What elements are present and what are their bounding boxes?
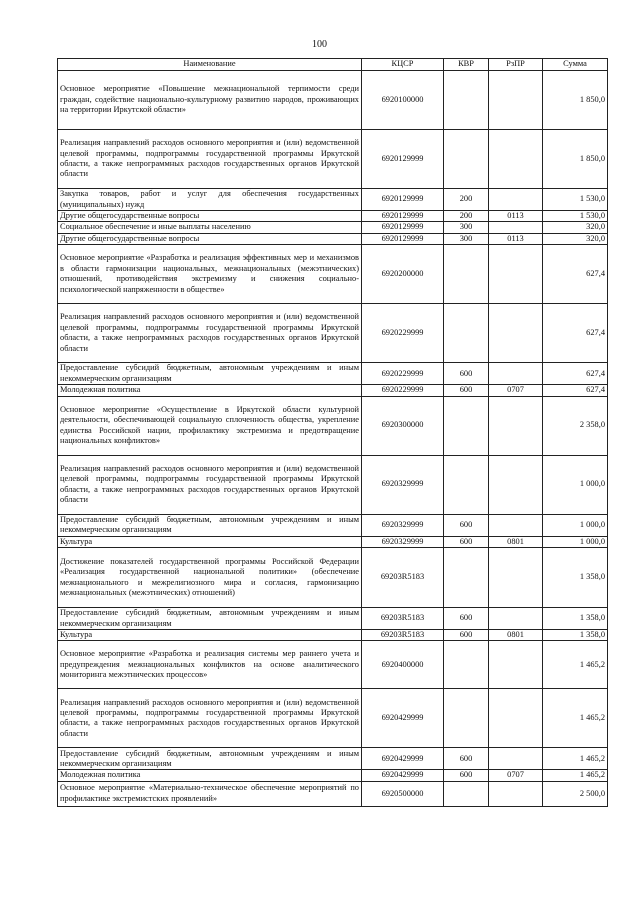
cell-kcsr: 6920300000	[362, 396, 444, 455]
cell-name: Культура	[58, 630, 362, 641]
cell-kcsr: 6920100000	[362, 71, 444, 130]
cell-name: Молодежная политика	[58, 385, 362, 396]
cell-rzpr	[489, 304, 543, 363]
cell-kcsr: 6920329999	[362, 455, 444, 514]
cell-sum: 627,4	[543, 245, 608, 304]
table-row	[58, 245, 608, 304]
cell-kvr: 600	[444, 363, 489, 385]
cell-kvr: 200	[444, 189, 489, 211]
cell-kcsr: 6920329999	[362, 536, 444, 547]
cell-sum: 1 465,2	[543, 748, 608, 770]
cell-sum: 1 358,0	[543, 548, 608, 608]
table-row	[58, 689, 608, 748]
cell-kcsr: 6920229999	[362, 304, 444, 363]
header-name: Наименование	[58, 59, 362, 71]
cell-kcsr: 69203R5183	[362, 608, 444, 630]
cell-rzpr: 0801	[489, 630, 543, 641]
cell-sum: 320,0	[543, 222, 608, 233]
table-row	[58, 548, 608, 608]
cell-kvr: 600	[444, 514, 489, 536]
header-kcsr: КЦСР	[362, 59, 444, 71]
table-row	[58, 608, 608, 630]
cell-kcsr: 6920400000	[362, 641, 444, 689]
cell-rzpr	[489, 514, 543, 536]
cell-sum: 1 358,0	[543, 630, 608, 641]
cell-kvr	[444, 455, 489, 514]
cell-sum: 627,4	[543, 385, 608, 396]
table-row	[58, 211, 608, 222]
table-header-row	[58, 59, 608, 71]
cell-sum: 2 358,0	[543, 396, 608, 455]
table-row	[58, 455, 608, 514]
cell-name: Культура	[58, 536, 362, 547]
cell-kcsr: 6920429999	[362, 689, 444, 748]
cell-kvr	[444, 71, 489, 130]
cell-name: Основное мероприятие «Повышение межнациональной терпимости среди граждан, содействие национально-культурному развитию народов, проживающих на территории Иркутской области»	[58, 71, 362, 130]
cell-sum: 2 500,0	[543, 781, 608, 806]
cell-name: Другие общегосударственные вопросы	[58, 211, 362, 222]
cell-rzpr	[489, 245, 543, 304]
cell-kcsr: 6920129999	[362, 233, 444, 244]
table-row	[58, 130, 608, 189]
cell-rzpr: 0707	[489, 385, 543, 396]
cell-sum: 1 530,0	[543, 189, 608, 211]
cell-kvr	[444, 689, 489, 748]
page-number: 100	[312, 39, 327, 50]
cell-kvr	[444, 245, 489, 304]
cell-name: Основное мероприятие «Разработка и реализация эффективных мер и механизмов в области гармонизации национальных, межнациональных (межэтнических) отношений, противодействия экстремизму и снижения социально-психологической напряженности в обществе»	[58, 245, 362, 304]
table-row	[58, 233, 608, 244]
cell-kvr: 600	[444, 536, 489, 547]
cell-kcsr: 6920129999	[362, 211, 444, 222]
cell-kcsr: 6920500000	[362, 781, 444, 806]
cell-rzpr	[489, 71, 543, 130]
table-row	[58, 304, 608, 363]
table-row	[58, 222, 608, 233]
cell-sum: 1 465,2	[543, 689, 608, 748]
cell-rzpr	[489, 781, 543, 806]
cell-rzpr	[489, 189, 543, 211]
cell-sum: 1 465,2	[543, 641, 608, 689]
table-row	[58, 630, 608, 641]
table-row	[58, 514, 608, 536]
cell-kcsr: 69203R5183	[362, 630, 444, 641]
cell-name: Предоставление субсидий бюджетным, автономным учреждениям и иным некоммерческим организациям	[58, 748, 362, 770]
cell-kvr	[444, 130, 489, 189]
cell-name: Предоставление субсидий бюджетным, автономным учреждениям и иным некоммерческим организациям	[58, 514, 362, 536]
cell-kcsr: 6920329999	[362, 514, 444, 536]
cell-kcsr: 69203R5183	[362, 548, 444, 608]
cell-kcsr: 6920129999	[362, 130, 444, 189]
cell-kvr	[444, 548, 489, 608]
cell-sum: 1 358,0	[543, 608, 608, 630]
cell-kvr	[444, 781, 489, 806]
cell-name: Молодежная политика	[58, 770, 362, 781]
table-row	[58, 189, 608, 211]
table-row	[58, 770, 608, 781]
table-row	[58, 748, 608, 770]
cell-name: Реализация направлений расходов основного мероприятия и (или) ведомственной целевой программы, подпрограммы государственной программы Иркутской области, а также непрограммных расходов государственных органов Иркутской области	[58, 304, 362, 363]
cell-rzpr: 0801	[489, 536, 543, 547]
table-body	[58, 71, 608, 807]
cell-sum: 627,4	[543, 304, 608, 363]
header-rzpr: РзПР	[489, 59, 543, 71]
cell-rzpr: 0113	[489, 233, 543, 244]
cell-name: Реализация направлений расходов основного мероприятия и (или) ведомственной целевой программы, подпрограммы государственной программы Иркутской области, а также непрограммных расходов государственных органов Иркутской области	[58, 455, 362, 514]
cell-sum: 1 465,2	[543, 770, 608, 781]
cell-rzpr	[489, 608, 543, 630]
cell-sum: 1 000,0	[543, 514, 608, 536]
cell-name: Реализация направлений расходов основного мероприятия и (или) ведомственной целевой программы, подпрограммы государственной программы Иркутской области, а также непрограммных расходов государственных органов Иркутской области	[58, 130, 362, 189]
cell-rzpr	[489, 130, 543, 189]
cell-kvr: 600	[444, 608, 489, 630]
cell-rzpr: 0113	[489, 211, 543, 222]
cell-name: Основное мероприятие «Осуществление в Иркутской области культурной деятельности, обеспечивающей социальную сплоченность общества, укрепление единства Российской нации, профилактику экстремизма и предотвращение национальных конфликтов»	[58, 396, 362, 455]
table-row	[58, 385, 608, 396]
table-row	[58, 396, 608, 455]
cell-sum: 1 530,0	[543, 211, 608, 222]
table-row	[58, 641, 608, 689]
cell-sum: 1 850,0	[543, 71, 608, 130]
cell-sum: 1 850,0	[543, 130, 608, 189]
cell-kvr: 600	[444, 748, 489, 770]
cell-kcsr: 6920129999	[362, 222, 444, 233]
cell-rzpr: 0707	[489, 770, 543, 781]
cell-sum: 1 000,0	[543, 455, 608, 514]
cell-rzpr	[489, 748, 543, 770]
cell-kcsr: 6920229999	[362, 385, 444, 396]
cell-name: Основное мероприятие «Разработка и реализация системы мер раннего учета и предупреждения межнациональных конфликтов на основе аналитического мониторинга межэтнических процессов»	[58, 641, 362, 689]
cell-kvr: 300	[444, 233, 489, 244]
cell-name: Реализация направлений расходов основного мероприятия и (или) ведомственной целевой программы, подпрограммы государственной программы Иркутской области, а также непрограммных расходов государственных органов Иркутской области	[58, 689, 362, 748]
cell-kcsr: 6920200000	[362, 245, 444, 304]
cell-kcsr: 6920229999	[362, 363, 444, 385]
table-row	[58, 71, 608, 130]
cell-name: Социальное обеспечение и иные выплаты населению	[58, 222, 362, 233]
cell-kcsr: 6920429999	[362, 748, 444, 770]
cell-name: Достижение показателей государственной программы Российской Федерации «Реализация государственной национальной политики» (обеспечение межнационального и межрелигиозного мира и согласия, гармонизацию межнациональных (межэтнических) отношений)	[58, 548, 362, 608]
budget-table	[57, 58, 608, 807]
cell-name: Предоставление субсидий бюджетным, автономным учреждениям и иным некоммерческим организациям	[58, 608, 362, 630]
cell-kvr: 600	[444, 385, 489, 396]
table-row	[58, 781, 608, 806]
cell-rzpr	[489, 689, 543, 748]
cell-name: Закупка товаров, работ и услуг для обеспечения государственных (муниципальных) нужд	[58, 189, 362, 211]
table-row	[58, 363, 608, 385]
cell-kvr: 300	[444, 222, 489, 233]
cell-kvr: 200	[444, 211, 489, 222]
cell-rzpr	[489, 455, 543, 514]
cell-rzpr	[489, 363, 543, 385]
cell-kcsr: 6920129999	[362, 189, 444, 211]
cell-kvr	[444, 304, 489, 363]
cell-name: Предоставление субсидий бюджетным, автономным учреждениям и иным некоммерческим организациям	[58, 363, 362, 385]
cell-name: Основное мероприятие «Материально-техническое обеспечение мероприятий по профилактике экстремистских проявлений»	[58, 781, 362, 806]
cell-rzpr	[489, 396, 543, 455]
cell-sum: 1 000,0	[543, 536, 608, 547]
cell-name: Другие общегосударственные вопросы	[58, 233, 362, 244]
cell-sum: 320,0	[543, 233, 608, 244]
header-sum: Сумма	[543, 59, 608, 71]
header-kvr: КВР	[444, 59, 489, 71]
cell-rzpr	[489, 548, 543, 608]
cell-rzpr	[489, 641, 543, 689]
cell-sum: 627,4	[543, 363, 608, 385]
table-row	[58, 536, 608, 547]
cell-kvr: 600	[444, 770, 489, 781]
cell-kcsr: 6920429999	[362, 770, 444, 781]
cell-kvr	[444, 396, 489, 455]
cell-rzpr	[489, 222, 543, 233]
cell-kvr: 600	[444, 630, 489, 641]
cell-kvr	[444, 641, 489, 689]
